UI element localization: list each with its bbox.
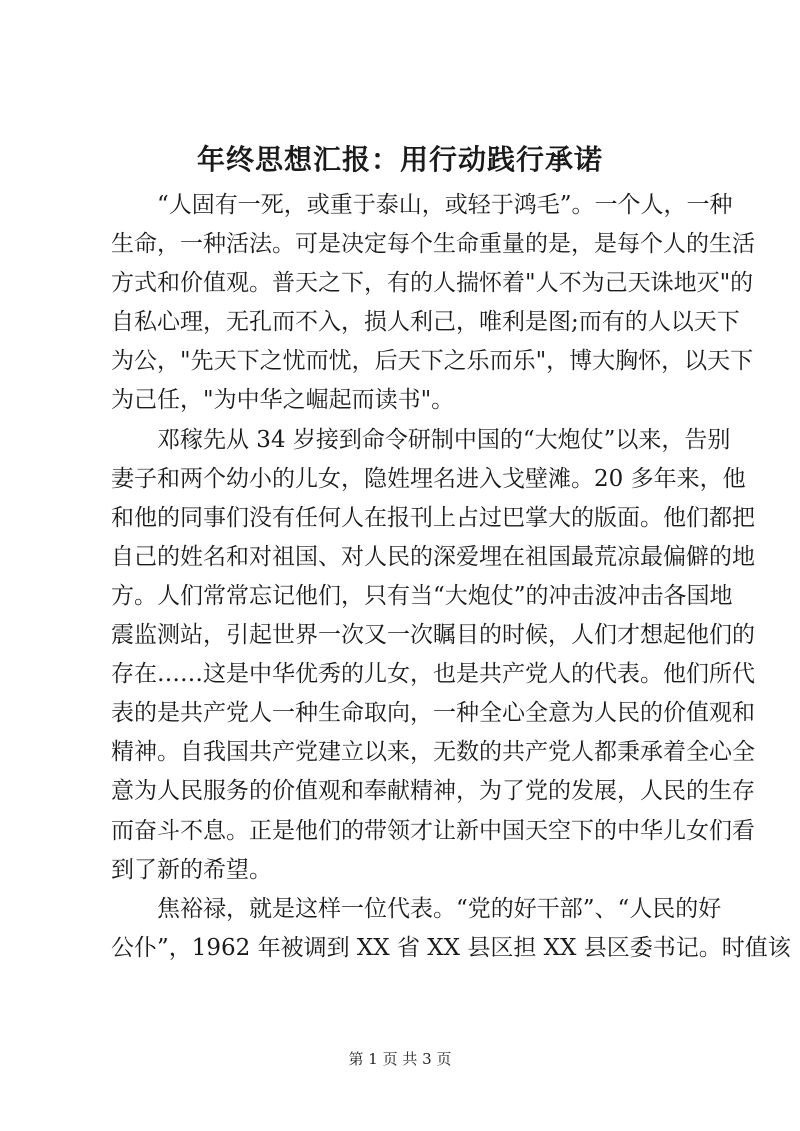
text-line: “人固有一死，或重于泰山，或轻于鸿毛”。一个人，一种 xyxy=(157,192,733,218)
text-line: 方式和价值观。普天之下，有的人揣怀着"人不为己天诛地灭"的 xyxy=(111,270,754,297)
text-line: 精神。自我国共产党建立以来，无数的共产党人都秉承着全心全 xyxy=(111,739,755,766)
text-line: 震监测站，引起世界一次又一次瞩目的时候，人们才想起他们的 xyxy=(111,622,755,649)
text-line: 而奋斗不息。正是他们的带领才让新中国天空下的中华儿女们看 xyxy=(111,817,755,844)
text-line: 表的是共产党人一种生命取向，一种全心全意为人民的价值观和 xyxy=(111,700,755,727)
text-line: 妻子和两个幼小的儿女，隐姓埋名进入戈壁滩。20 多年来，他 xyxy=(111,465,746,492)
text-line: 和他的同事们没有任何人在报刊上占过巴掌大的版面。他们都把 xyxy=(111,504,755,531)
text-line: 为己任，"为中华之崛起而读书"。 xyxy=(111,387,455,414)
text-line: 邓稼先从 34 岁接到命令研制中国的“大炮仗”以来，告别 xyxy=(157,426,731,453)
page-footer: 第 1 页 共 3 页 xyxy=(348,1050,452,1068)
text-line: 为公，"先天下之忧而忧，后天下之乐而乐"，博大胸怀，以天下 xyxy=(111,348,754,375)
text-line: 自己的姓名和对祖国、对人民的深爱埋在祖国最荒凉最偏僻的地 xyxy=(111,543,755,570)
document-body xyxy=(111,186,791,968)
text-line: 意为人民服务的价值观和奉献精神，为了党的发展，人民的生存 xyxy=(111,778,755,805)
document-title: 年终思想汇报：用行动践行承诺 xyxy=(196,143,603,176)
text-line: 生命，一种活法。可是决定每个生命重量的是，是每个人的生活 xyxy=(111,231,755,258)
text-line: 公仆”，1962 年被调到 XX 省 XX 县区担 XX 县区委书记。时值该 xyxy=(111,934,791,961)
text-line: 到了新的希望。 xyxy=(111,856,272,883)
text-line: 存在……这是中华优秀的儿女，也是共产党人的代表。他们所代 xyxy=(111,661,755,688)
text-line: 焦裕禄，就是这样一位代表。“党的好干部”、“人民的好 xyxy=(157,895,722,922)
text-line: 方。人们常常忘记他们，只有当“大炮仗”的冲击波冲击各国地 xyxy=(111,582,733,609)
text-line: 自私心理，无孔而不入，损人利己，唯利是图;而有的人以天下 xyxy=(111,309,740,336)
